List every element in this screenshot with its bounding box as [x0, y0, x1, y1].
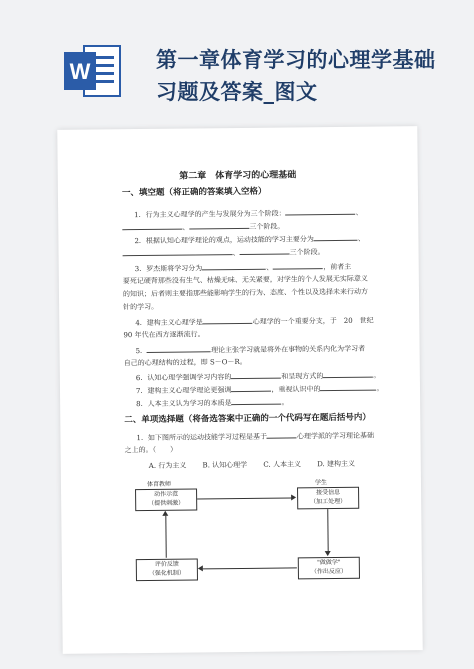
q7-text: 7．建构主义心理学理论更强调	[135, 386, 232, 396]
option-d: D. 建构主义	[317, 459, 356, 469]
arrow-line-right	[327, 509, 328, 552]
mc1-blank	[267, 430, 297, 438]
question-2	[134, 233, 365, 246]
box2-line2: （加工处理）	[310, 497, 347, 506]
q1-blank3	[189, 221, 249, 230]
q4-text: 4．建构主义心理学是	[135, 318, 203, 328]
section1-heading: 一、填空题（将正确的答案填入空格）	[121, 186, 267, 199]
box-response	[298, 557, 360, 580]
q8-blank	[232, 397, 282, 406]
arrow-head-down	[325, 551, 331, 556]
q1-blank1	[286, 207, 356, 216]
q3-line3: 的知识；后者则主要指那些能影响学生的行为、态度、个性以及选择未来行动方	[122, 287, 369, 299]
arrow-line-bottom	[203, 567, 297, 569]
q6-text: 6．认知心理学强调学习内容的	[135, 373, 232, 383]
question-7	[136, 382, 384, 396]
q3-line2: 要死记硬背那些没有生气、枯燥无味、无关紧要，对学生的个人发展无实际意义	[122, 274, 368, 286]
box3-line1: 评价反馈	[154, 560, 179, 568]
banner	[0, 0, 474, 120]
q2-end: 三个阶段。	[289, 248, 325, 257]
page-title-line2: 习题及答案_图文	[156, 80, 318, 104]
q6-text2: 和呈现方式的	[281, 372, 324, 381]
q5-blank	[147, 344, 211, 353]
question-1	[134, 207, 363, 220]
q4-blank	[203, 316, 253, 325]
q3-sep: 、	[266, 263, 274, 272]
q2-sep: 、	[357, 234, 365, 243]
question-2-line2	[123, 246, 325, 259]
q1-text: 1．行为主义心理学的产生与发展分为三个阶段：	[134, 209, 286, 220]
option-c: C. 人本主义	[263, 460, 301, 469]
q2-blank3	[240, 246, 290, 255]
teacher-label: 体育教师	[146, 480, 172, 488]
q6-blank1	[231, 371, 281, 380]
q4-line2: 90 年代在西方逐渐流行。	[123, 330, 205, 340]
q3-blank2	[273, 261, 323, 270]
svg-text:W: W	[69, 59, 91, 84]
q7-end: 。	[376, 384, 384, 393]
section2-heading: 二、单项选择题（将备选答案中正确的一个代码写在题后括号内）	[124, 412, 371, 426]
page-title-line1: 第一章体育学习的心理学基础	[156, 48, 436, 72]
box1-line1: 动作示范	[154, 490, 179, 498]
q3-text: 3．罗杰斯将学习分为	[134, 264, 203, 274]
mc-question-1	[136, 430, 374, 443]
q7-text2: ，重视认识中的	[271, 385, 321, 394]
q2-blank2	[123, 247, 233, 256]
q7-blank2	[320, 383, 376, 392]
q7-blank1	[231, 384, 271, 392]
chapter-title: 第二章 体育学习的心理基础	[179, 170, 297, 182]
arrow-head-up	[162, 511, 168, 516]
learning-process-diagram	[125, 477, 382, 600]
question-4	[135, 315, 373, 328]
question-6	[136, 370, 381, 384]
q2-text: 2．根据认知心理学理论的观点，运动技能的学习主要分为	[134, 235, 314, 246]
option-b: B. 认知心理学	[202, 460, 248, 470]
question-1-line2	[122, 221, 284, 234]
box-receive-info	[297, 487, 359, 510]
box1-line2: （提供刺激）	[148, 499, 185, 507]
box-demonstration	[135, 488, 197, 511]
q3-end: ，前者主	[323, 262, 352, 272]
question-3	[135, 261, 352, 274]
word-icon	[62, 40, 122, 102]
q6-blank2	[323, 370, 373, 379]
q1-end: 三个阶段。	[249, 222, 285, 231]
q2-blank1	[314, 233, 358, 241]
box3-line2: （强化机制）	[148, 569, 185, 577]
q3-blank1	[202, 262, 266, 271]
mc1-options	[149, 459, 369, 471]
q5-line2: 自己的心理结构的过程，即 S－O－R。	[123, 357, 247, 368]
arrow-line-top	[197, 497, 292, 499]
q5-num: 5．	[135, 346, 148, 356]
box-evaluation	[136, 558, 198, 581]
q1-sep2: 、	[182, 223, 190, 232]
box4-line2: （作出反应）	[310, 567, 347, 576]
arrow-line-left	[165, 516, 166, 558]
q6-end: 。	[373, 371, 381, 380]
box4-line1: "做做学"	[317, 558, 341, 567]
q8-end: 。	[281, 398, 289, 407]
q1-blank2	[122, 222, 182, 231]
q2-sep2: 、	[232, 248, 240, 258]
mc1-line2: 之上的。（ ）	[124, 445, 178, 455]
mc1-text: 1．如下图所示的运动技能学习过程是基于	[136, 432, 267, 443]
student-label: 学生	[314, 479, 328, 487]
q3-line4: 针的学习。	[123, 302, 159, 312]
document-page	[57, 126, 422, 654]
mc1-text2: 心理学派的学习理论基础	[296, 431, 374, 441]
q5-text: 理论主张学习就是将外在事物的关系内化为学习者	[211, 344, 366, 355]
option-a: A. 行为主义	[148, 461, 187, 470]
box2-line1: 接受信息	[316, 488, 341, 497]
q8-text: 8．人本主义认为学习的本质是	[136, 399, 232, 409]
q4-text2: 心理学的一个重要分支，于 20 世纪	[252, 316, 374, 326]
arrow-head-left	[198, 565, 203, 571]
arrow-head-right	[291, 494, 296, 500]
question-8	[136, 396, 289, 409]
question-5	[136, 343, 366, 356]
q1-sep: 、	[355, 208, 363, 217]
